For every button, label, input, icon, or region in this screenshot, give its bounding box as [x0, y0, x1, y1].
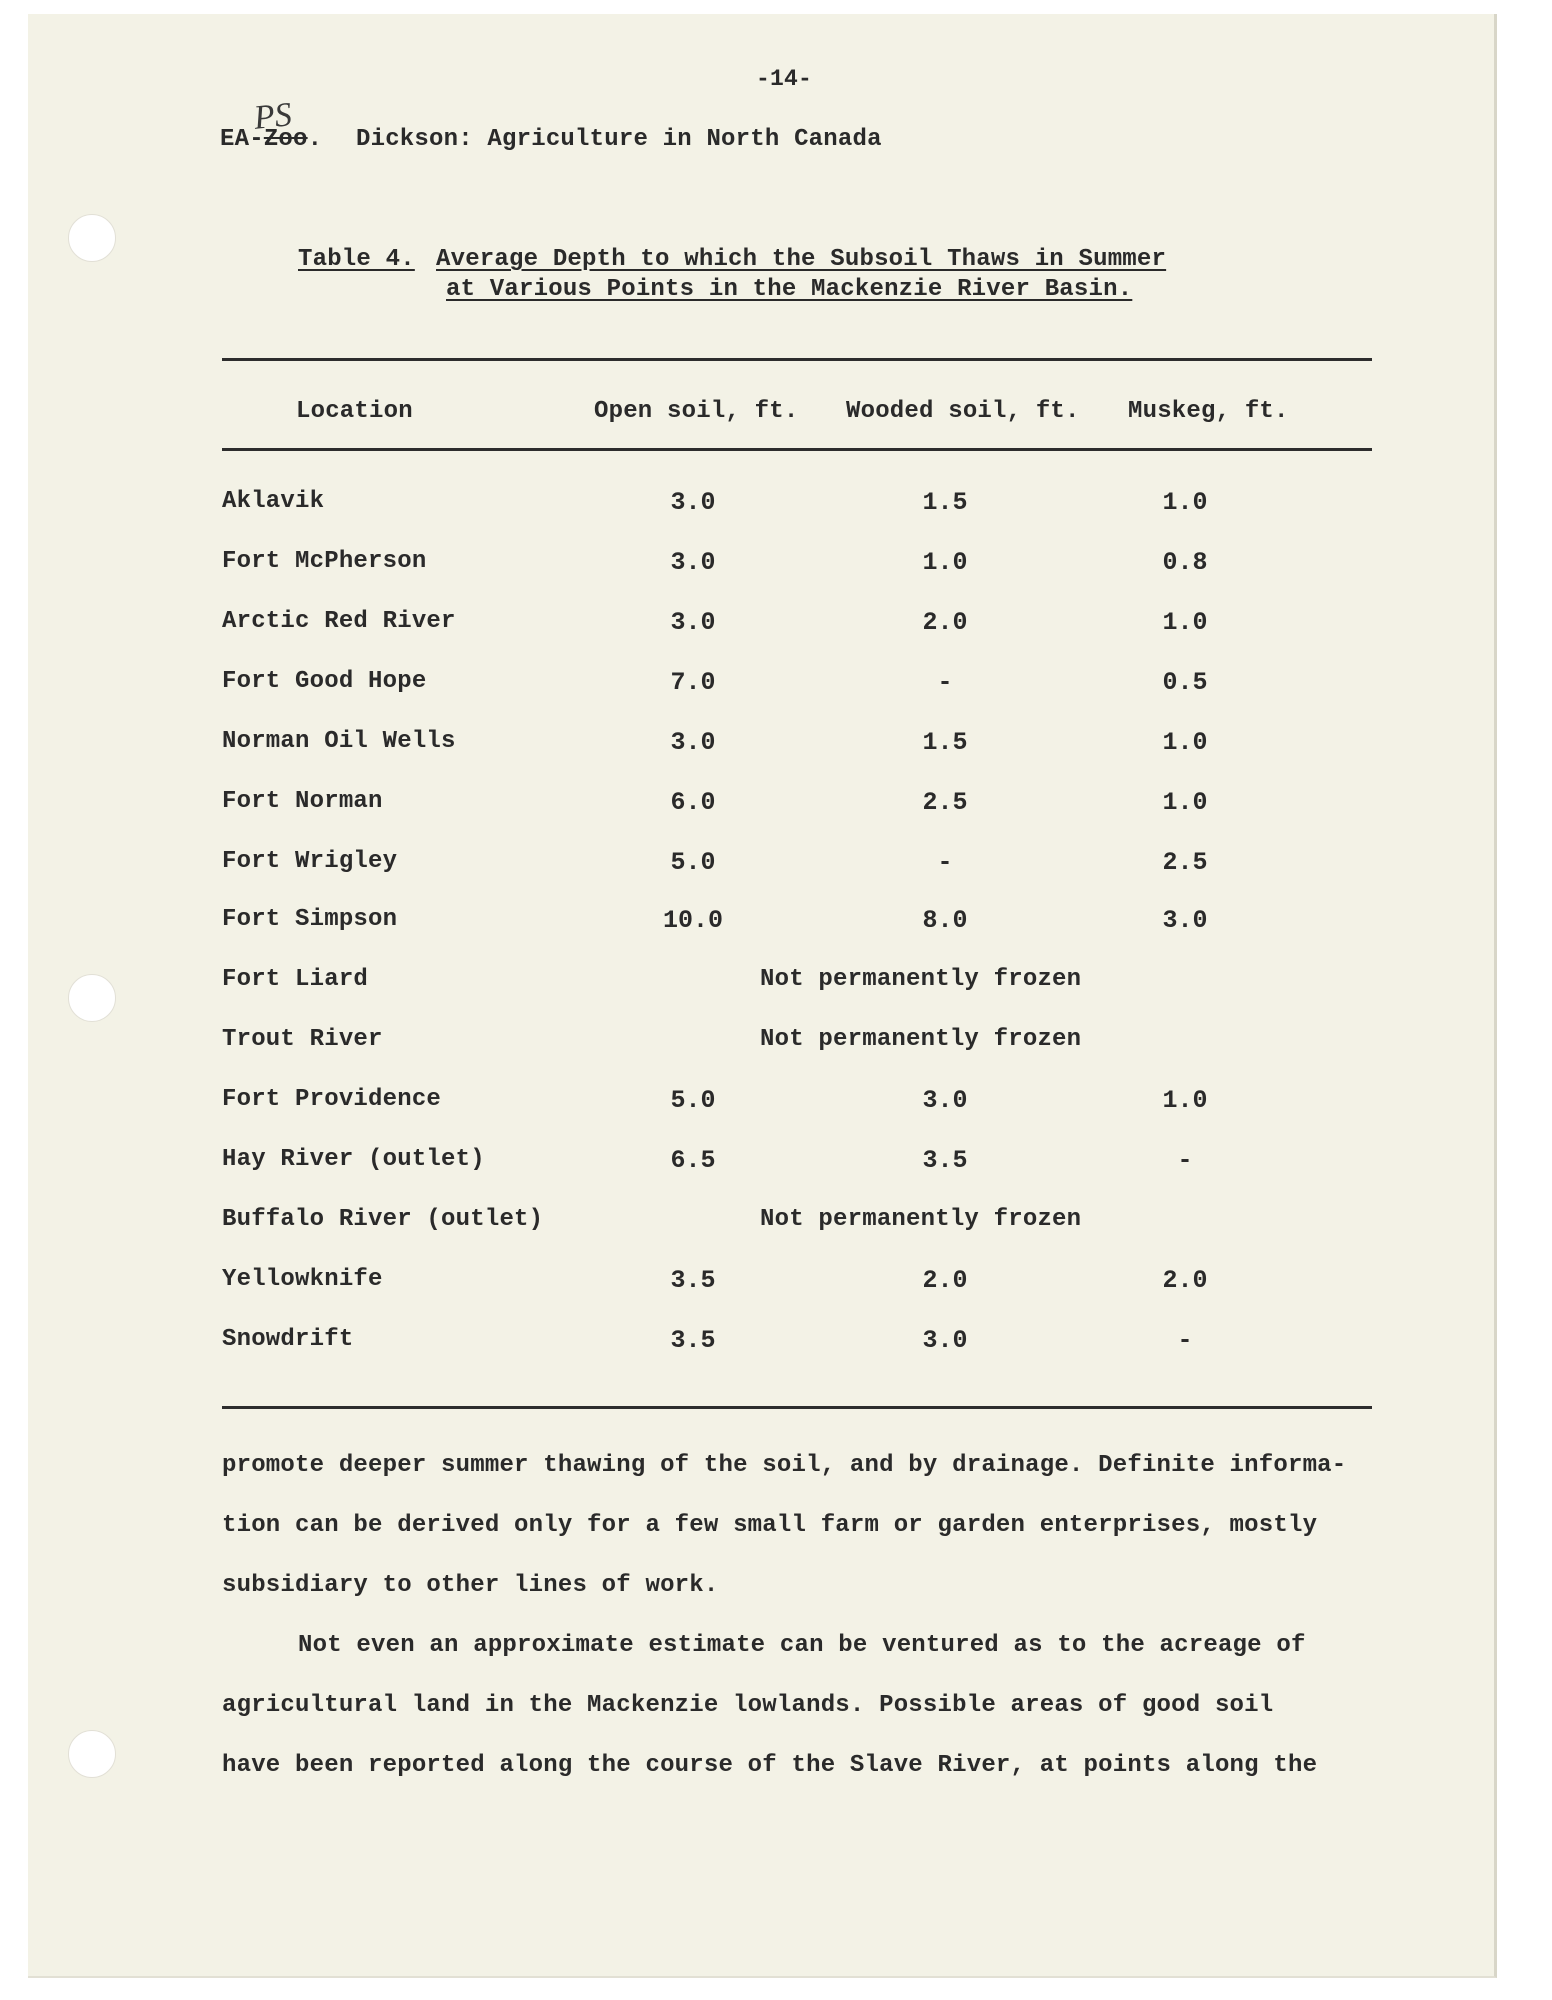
row-muskeg: 1.0: [1162, 1086, 1208, 1115]
row-muskeg: -: [1177, 1146, 1193, 1175]
row-muskeg: 1.0: [1162, 608, 1208, 637]
table-bottom-rule: [222, 1406, 1372, 1409]
row-location: Snowdrift: [222, 1326, 354, 1353]
row-location: Fort Wrigley: [222, 848, 398, 875]
row-open-soil: 7.0: [670, 668, 716, 697]
row-note: Not permanently frozen: [760, 966, 1082, 993]
row-open-soil: 5.0: [670, 848, 716, 877]
row-muskeg: 3.0: [1162, 906, 1208, 935]
row-open-soil: 3.0: [670, 608, 716, 637]
row-open-soil: 3.5: [670, 1266, 716, 1295]
table-title-line2: at Various Points in the Mackenzie River Basin.: [446, 276, 1133, 303]
body-line: subsidiary to other lines of work.: [222, 1572, 719, 1599]
row-open-soil: 3.0: [670, 548, 716, 577]
row-location: Fort Good Hope: [222, 668, 427, 695]
row-wooded-soil: -: [937, 668, 953, 697]
row-location: Aklavik: [222, 488, 325, 515]
column-header-location: Location: [296, 398, 413, 425]
running-title: Dickson: Agriculture in North Canada: [356, 126, 882, 153]
row-wooded-soil: 2.5: [922, 788, 968, 817]
row-location: Fort Providence: [222, 1086, 442, 1113]
punch-hole: [68, 1730, 116, 1778]
punch-hole: [68, 214, 116, 262]
row-open-soil: 3.0: [670, 728, 716, 757]
body-line: Not even an approximate estimate can be ventured as to the acreage of: [298, 1632, 1306, 1659]
row-open-soil: 10.0: [662, 906, 723, 935]
row-wooded-soil: 2.0: [922, 608, 968, 637]
row-location: Hay River (outlet): [222, 1146, 485, 1173]
row-note: Not permanently frozen: [760, 1206, 1082, 1233]
row-location: Norman Oil Wells: [222, 728, 456, 755]
row-location: Yellowknife: [222, 1266, 383, 1293]
code-struck: Zoo: [263, 126, 308, 153]
row-note: Not permanently frozen: [760, 1026, 1082, 1053]
row-open-soil: 5.0: [670, 1086, 716, 1115]
page-number: -14-: [756, 66, 813, 92]
row-wooded-soil: 1.5: [922, 488, 968, 517]
row-muskeg: 2.5: [1162, 848, 1208, 877]
row-location: Fort Simpson: [222, 906, 398, 933]
column-header-muskeg: Muskeg, ft.: [1128, 398, 1289, 425]
row-muskeg: 1.0: [1162, 728, 1208, 757]
column-header-wooded-soil: Wooded soil, ft.: [846, 398, 1080, 425]
row-location: Buffalo River (outlet): [222, 1206, 544, 1233]
row-location: Trout River: [222, 1026, 383, 1053]
row-wooded-soil: 8.0: [922, 906, 968, 935]
code-suffix: .: [307, 126, 323, 153]
punch-hole: [68, 974, 116, 1022]
code-prefix: EA-: [220, 126, 264, 153]
body-line: promote deeper summer thawing of the soil, and by drainage. Definite informa-: [222, 1452, 1347, 1479]
row-wooded-soil: 3.0: [922, 1326, 968, 1355]
document-page: [28, 14, 1497, 1978]
row-muskeg: 0.5: [1162, 668, 1208, 697]
row-open-soil: 3.5: [670, 1326, 716, 1355]
column-header-open-soil: Open soil, ft.: [594, 398, 799, 425]
row-muskeg: 1.0: [1162, 488, 1208, 517]
row-wooded-soil: 3.0: [922, 1086, 968, 1115]
handwritten-note: PS: [252, 96, 294, 137]
row-open-soil: 6.5: [670, 1146, 716, 1175]
row-wooded-soil: 2.0: [922, 1266, 968, 1295]
table-title-line1: Average Depth to which the Subsoil Thaws in Summer: [436, 246, 1167, 273]
row-wooded-soil: -: [937, 848, 953, 877]
row-open-soil: 6.0: [670, 788, 716, 817]
row-location: Fort Norman: [222, 788, 383, 815]
row-wooded-soil: 3.5: [922, 1146, 968, 1175]
row-location: Fort McPherson: [222, 548, 427, 575]
row-muskeg: 0.8: [1162, 548, 1208, 577]
row-wooded-soil: 1.0: [922, 548, 968, 577]
body-line: tion can be derived only for a few small farm or garden enterprises, mostly: [222, 1512, 1318, 1539]
body-line: agricultural land in the Mackenzie lowlands. Possible areas of good soil: [222, 1692, 1274, 1719]
row-muskeg: -: [1177, 1326, 1193, 1355]
row-location: Arctic Red River: [222, 608, 456, 635]
row-location: Fort Liard: [222, 966, 369, 993]
table-header-rule: [222, 448, 1372, 451]
table-label: Table 4.: [298, 246, 415, 273]
body-line: have been reported along the course of the Slave River, at points along the: [222, 1752, 1318, 1779]
table-top-rule: [222, 358, 1372, 361]
row-muskeg: 2.0: [1162, 1266, 1208, 1295]
row-open-soil: 3.0: [670, 488, 716, 517]
row-muskeg: 1.0: [1162, 788, 1208, 817]
row-wooded-soil: 1.5: [922, 728, 968, 757]
